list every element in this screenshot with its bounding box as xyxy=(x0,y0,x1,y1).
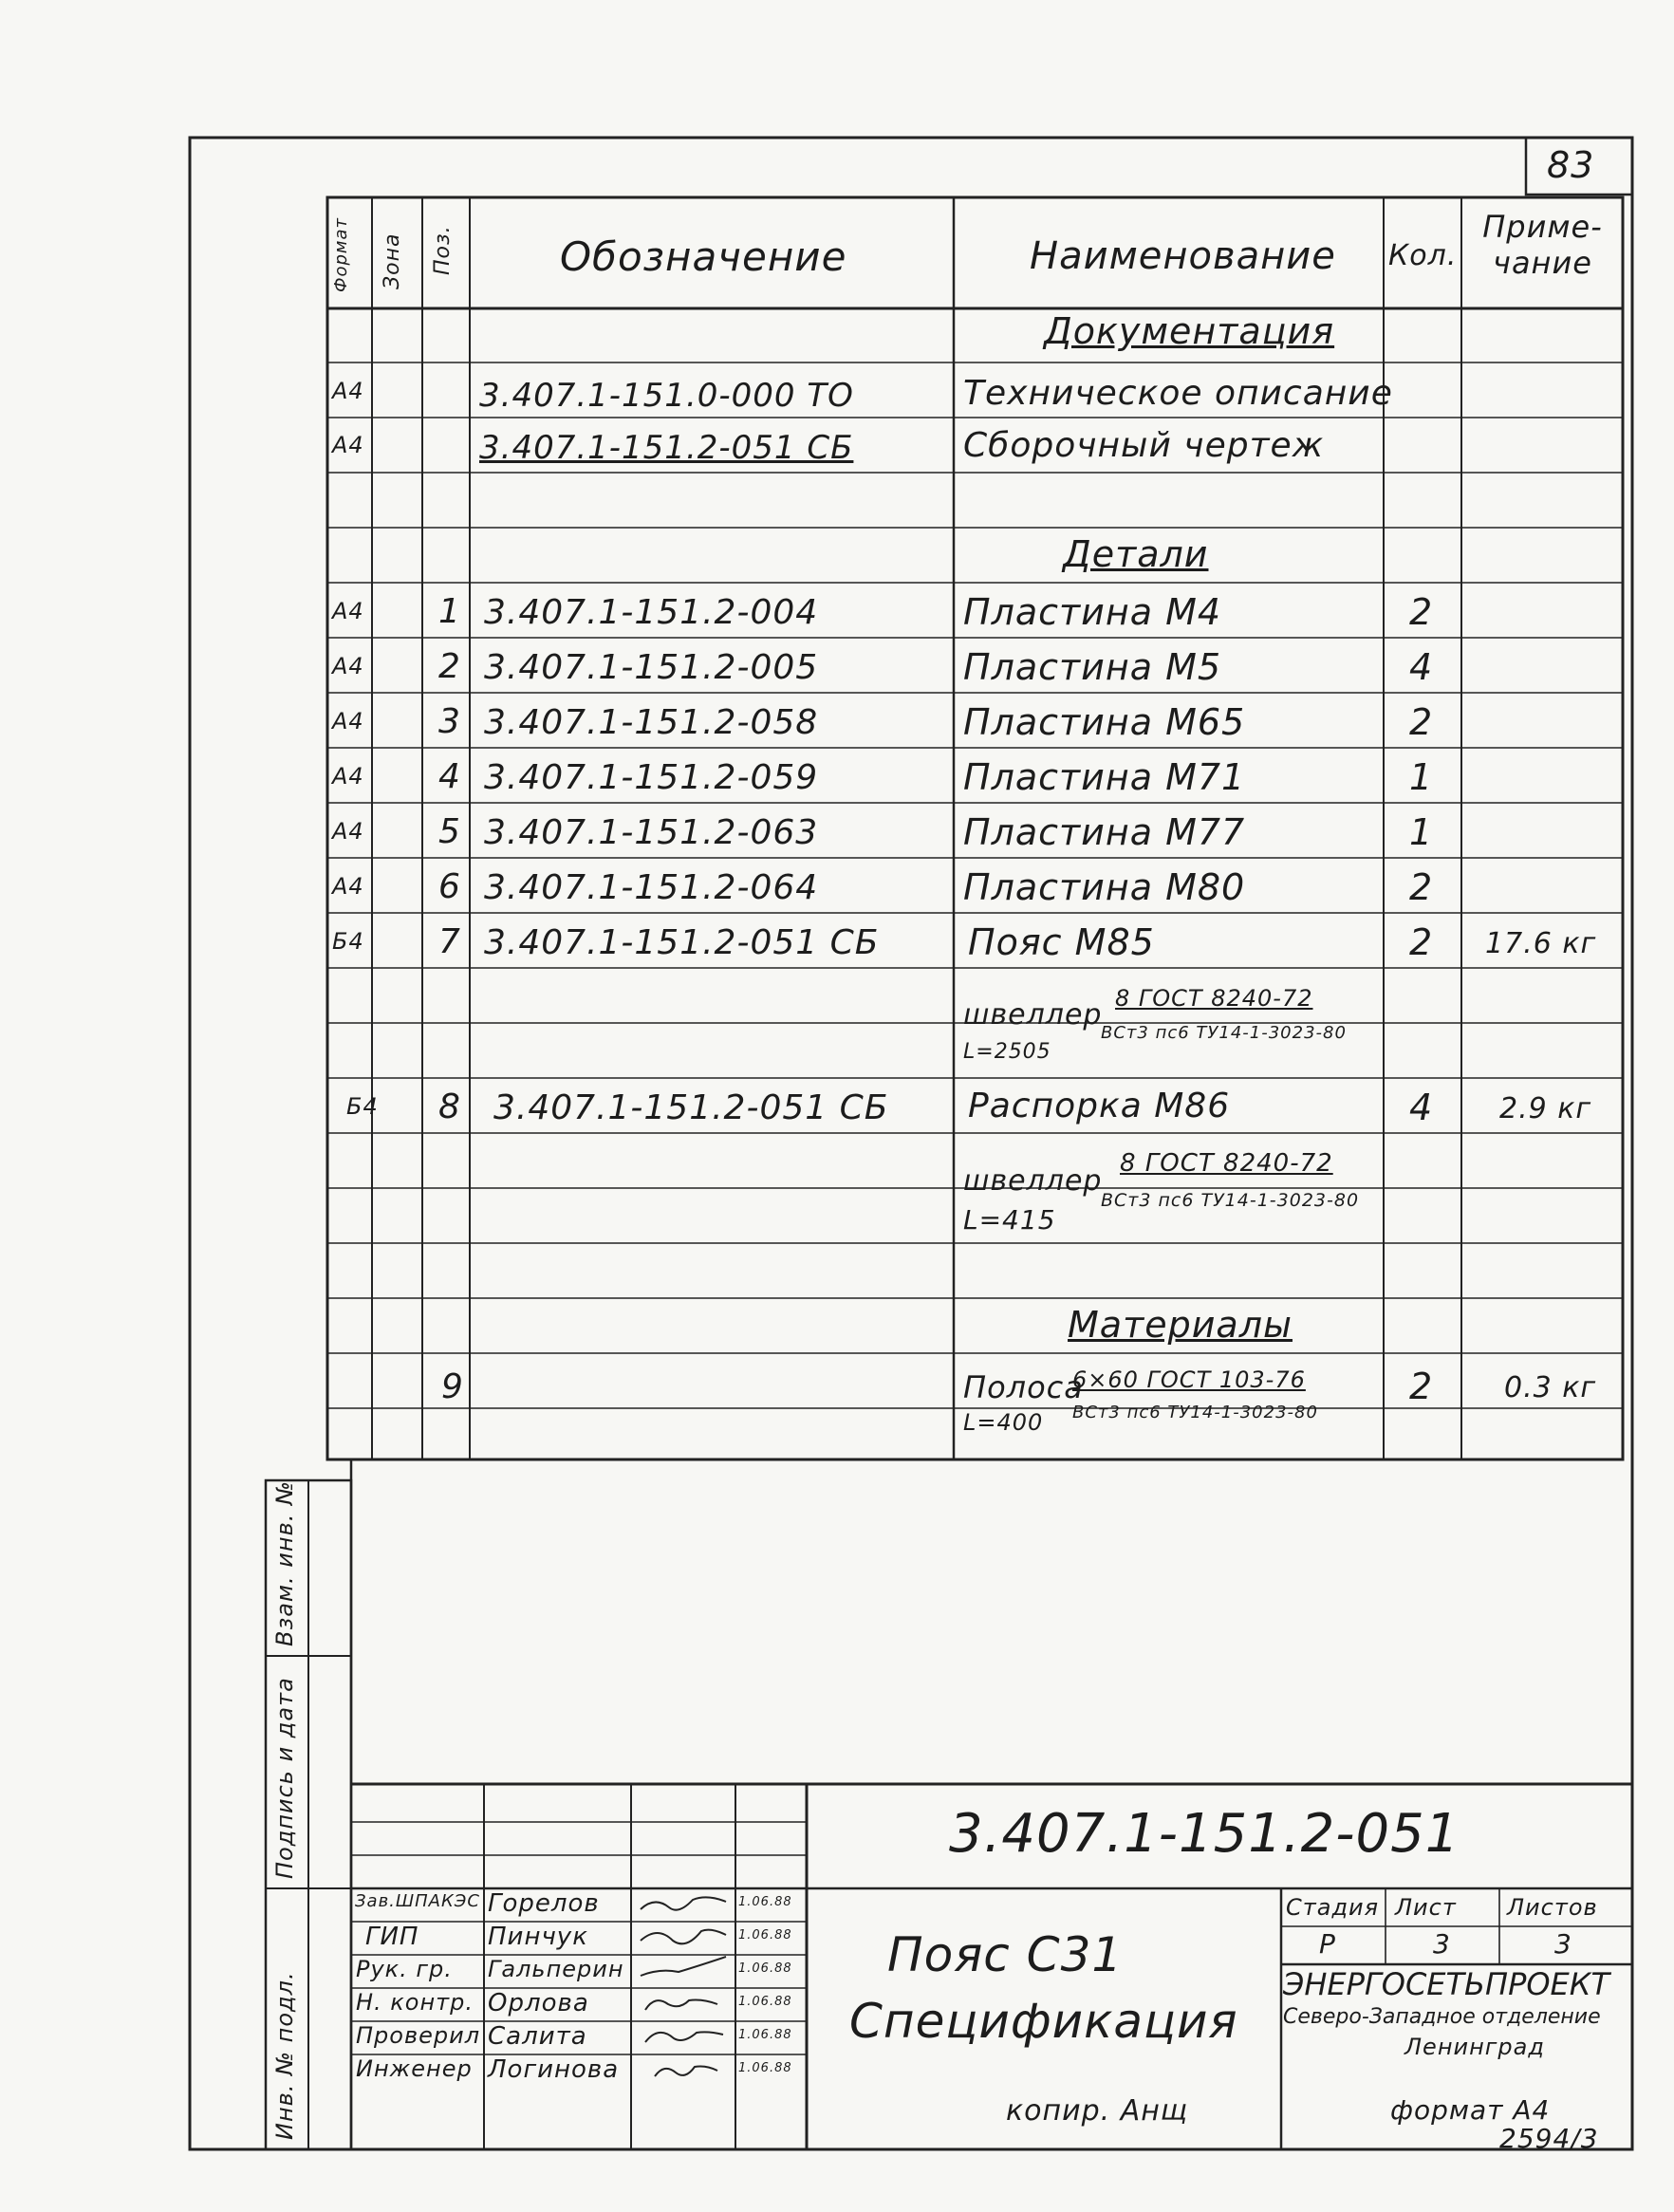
row-format: А4 xyxy=(332,653,364,679)
row-name: Пластина М65 xyxy=(963,701,1246,743)
signature-mark xyxy=(645,2032,723,2042)
copied-by: копир. Анщ xyxy=(1006,2094,1189,2128)
row-qty: 1 xyxy=(1409,811,1434,853)
profile-word: швеллер xyxy=(963,998,1103,1032)
profile-word: швеллер xyxy=(963,1164,1103,1198)
profile-steel: ВСт3 пс6 ТУ14-1-3023-80 xyxy=(1072,1403,1318,1422)
row-name: Пластина М4 xyxy=(963,591,1222,633)
stage-label: Стадия xyxy=(1286,1894,1380,1921)
header-format: Формат xyxy=(331,216,351,292)
org-name: ЭНЕРГОСЕТЬПРОЕКТ xyxy=(1283,1966,1610,2002)
row-format: А4 xyxy=(332,598,364,624)
row-qty: 1 xyxy=(1409,756,1434,798)
row-pos: 9 xyxy=(441,1367,464,1406)
signer-date: 1.06.88 xyxy=(738,1895,792,1909)
section-materials: Материалы xyxy=(1068,1304,1293,1346)
org-city: Ленинград xyxy=(1404,2034,1545,2060)
row-pos: 3 xyxy=(438,702,461,741)
org-branch: Северо-Западное отделение xyxy=(1283,2005,1601,2029)
sheets-label: Листов xyxy=(1507,1894,1598,1921)
profile-steel: ВСт3 пс6 ТУ14-1-3023-80 xyxy=(1101,1190,1360,1211)
row-format: А4 xyxy=(332,873,364,900)
signer-role: Рук. гр. xyxy=(356,1956,453,1982)
signer-date: 1.06.88 xyxy=(738,1995,792,2009)
row-designation: 3.407.1-151.2-064 xyxy=(484,868,819,907)
row-name: Полоса xyxy=(963,1369,1084,1405)
signature-mark xyxy=(641,1897,726,1909)
row-name: Пластина М77 xyxy=(963,811,1246,853)
row-name: Пластина М71 xyxy=(963,756,1246,798)
row-designation: 3.407.1-151.2-051 СБ xyxy=(493,1088,889,1127)
header-note: Приме-чание xyxy=(1482,209,1603,281)
row-format: А4 xyxy=(332,708,364,734)
signer-date: 1.06.88 xyxy=(738,1961,792,1976)
row-pos: 7 xyxy=(438,922,461,961)
row-pos: 5 xyxy=(438,812,461,851)
row-qty: 2 xyxy=(1409,701,1434,743)
row-name: Пластина М5 xyxy=(963,646,1222,688)
row-qty: 2 xyxy=(1409,1366,1434,1407)
header-name: Наименование xyxy=(1030,234,1336,278)
title-line1: Пояс С31 xyxy=(887,1927,1124,1982)
row-name: Пояс М85 xyxy=(968,921,1155,963)
signer-name: Гальперин xyxy=(488,1956,624,1982)
signer-name: Логинова xyxy=(488,2055,620,2084)
row-pos: 6 xyxy=(438,867,461,906)
row-designation: 3.407.1-151.2-051 СБ xyxy=(479,429,854,467)
signer-role: Проверил xyxy=(356,2022,481,2049)
profile-standard: 8 ГОСТ 8240-72 xyxy=(1115,985,1313,1012)
signer-role: ГИП xyxy=(365,1923,419,1951)
signer-date: 1.06.88 xyxy=(738,2028,792,2042)
section-documentation: Документация xyxy=(1044,310,1335,352)
row-designation: 3.407.1-151.2-051 СБ xyxy=(484,923,880,962)
signer-name: Пинчук xyxy=(488,1923,588,1951)
stamp-signature-date: Подпись и дата xyxy=(271,1677,298,1879)
row-designation: 3.407.1-151.2-059 xyxy=(484,758,819,797)
row-qty: 2 xyxy=(1409,866,1434,908)
sheet-format: формат А4 xyxy=(1390,2094,1551,2126)
header-designation: Обозначение xyxy=(560,233,847,280)
sheet-label: Лист xyxy=(1395,1894,1457,1921)
page-number: 83 xyxy=(1547,144,1595,186)
signer-name: Салита xyxy=(488,2022,587,2051)
row-format: А4 xyxy=(332,378,364,404)
row-note: 2.9 кг xyxy=(1499,1092,1592,1125)
row-designation: 3.407.1-151.0-000 ТО xyxy=(479,377,854,415)
sheet-value: 3 xyxy=(1433,1928,1451,1960)
row-note: 0.3 кг xyxy=(1504,1371,1597,1404)
row-designation: 3.407.1-151.2-063 xyxy=(484,813,819,852)
signer-date: 1.06.88 xyxy=(738,2061,792,2075)
row-qty: 4 xyxy=(1409,646,1434,688)
row-pos: 8 xyxy=(438,1087,461,1126)
row-note: 17.6 кг xyxy=(1485,927,1597,960)
row-pos: 1 xyxy=(438,592,461,631)
profile-standard: 6×60 ГОСТ 103-76 xyxy=(1072,1366,1306,1393)
header-qty: Кол. xyxy=(1388,239,1458,272)
row-format: А4 xyxy=(332,818,364,845)
row-name: Техническое описание xyxy=(963,374,1393,413)
sheets-value: 3 xyxy=(1554,1928,1572,1960)
signer-role: Н. контр. xyxy=(356,1989,474,2016)
signer-name: Горелов xyxy=(488,1889,600,1918)
archive-number: 2594/3 xyxy=(1499,2123,1599,2154)
header-pos: Поз. xyxy=(431,225,455,275)
row-qty: 2 xyxy=(1409,921,1434,963)
signature-mark xyxy=(645,2000,717,2011)
signature-mark xyxy=(641,1957,726,1976)
header-zone: Зона xyxy=(381,232,404,289)
title-line2: Спецификация xyxy=(849,1994,1238,2049)
signer-date: 1.06.88 xyxy=(738,1928,792,1942)
signer-role: Зав.ШПАКЭС xyxy=(355,1891,480,1911)
row-designation: 3.407.1-151.2-005 xyxy=(484,648,819,687)
row-format: А4 xyxy=(332,763,364,790)
row-format: А4 xyxy=(332,432,364,458)
row-pos: 4 xyxy=(438,757,461,796)
signer-name: Орлова xyxy=(488,1989,589,2017)
profile-length: L=2505 xyxy=(963,1040,1051,1064)
stamp-replaced-inv: Взам. инв. № xyxy=(271,1480,298,1646)
profile-standard: 8 ГОСТ 8240-72 xyxy=(1120,1149,1333,1178)
row-qty: 2 xyxy=(1409,591,1434,633)
row-pos: 2 xyxy=(438,647,461,686)
signature-mark xyxy=(655,2067,717,2077)
stamp-inv-original: Инв. № подл. xyxy=(271,1971,298,2140)
row-name: Пластина М80 xyxy=(963,866,1246,908)
row-designation: 3.407.1-151.2-004 xyxy=(484,593,819,632)
profile-steel: ВСт3 пс6 ТУ14-1-3023-80 xyxy=(1101,1023,1347,1043)
row-format: Б4 xyxy=(332,928,364,955)
doc-number: 3.407.1-151.2-051 xyxy=(949,1803,1460,1865)
row-qty: 4 xyxy=(1409,1087,1434,1128)
row-name: Сборочный чертеж xyxy=(963,426,1325,465)
profile-length: L=400 xyxy=(963,1409,1044,1436)
signature-mark xyxy=(641,1930,726,1944)
row-name: Распорка М86 xyxy=(968,1087,1231,1125)
signer-role: Инженер xyxy=(356,2055,473,2082)
row-designation: 3.407.1-151.2-058 xyxy=(484,703,819,742)
row-format: Б4 xyxy=(346,1093,379,1120)
profile-length: L=415 xyxy=(963,1204,1056,1236)
section-details: Детали xyxy=(1063,533,1209,575)
stage-value: Р xyxy=(1319,1928,1336,1960)
